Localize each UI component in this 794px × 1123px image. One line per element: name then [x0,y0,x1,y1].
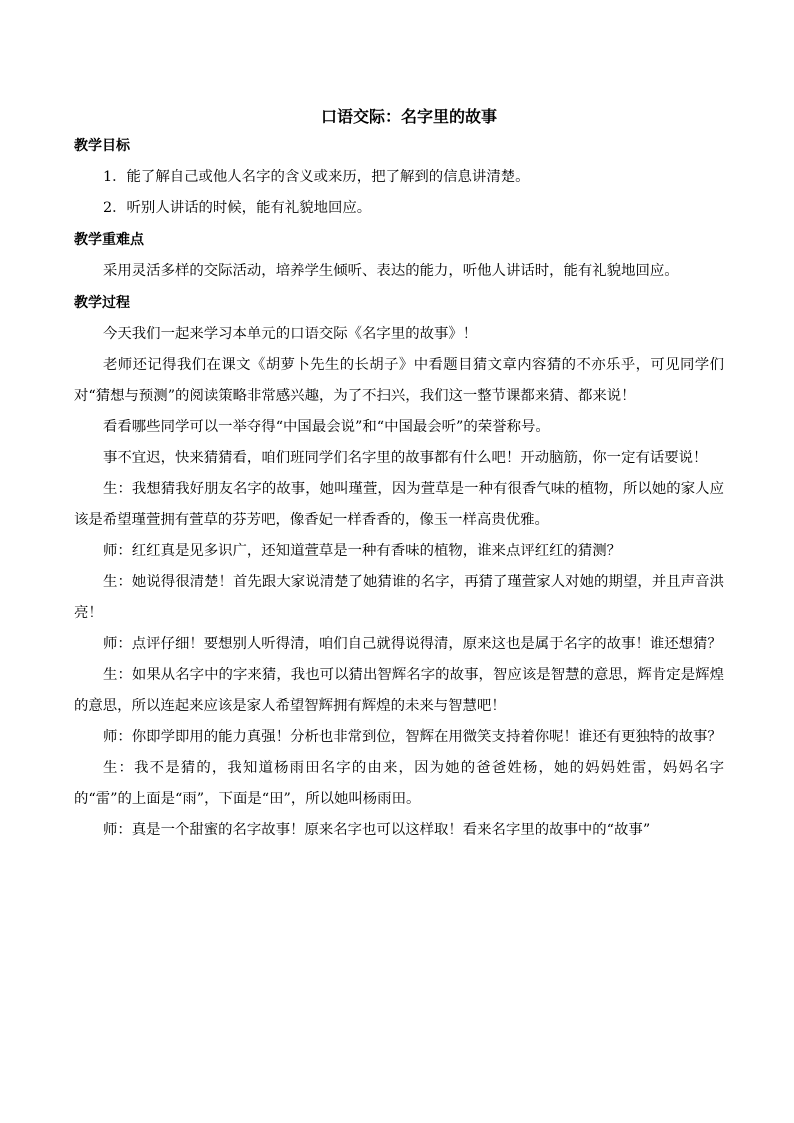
process-paragraph: 师：真是一个甜蜜的名字故事！原来名字也可以这样取！看来名字里的故事中的“故事” [103,822,651,838]
process-paragraph: 老师还记得我们在课文《胡萝卜先生的长胡子》中看题目猜文章内容猜的不亦乐乎，可见同学们对“猜想与预测”的阅读策略非常感兴趣，为了不扫兴，我们这一整节课都来猜、都来说！ [74,357,724,404]
section-heading-key-points: 教学重难点 [74,232,144,248]
key-points-paragraph: 采用灵活多样的交际活动，培养学生倾听、表达的能力，听他人讲话时，能有礼貌地回应。 [103,263,679,279]
document-body [74,104,724,846]
section-heading-process: 教学过程 [74,295,130,311]
process-paragraph: 师：红红真是见多识广，还知道萱草是一种有香味的植物，谁来点评红红的猜测？ [103,543,622,559]
process-paragraph: 生：如果从名字中的字来猜，我也可以猜出智辉名字的故事，智应该是智慧的意思，辉肯定是辉煌的意思，所以连起来应该是家人希望智辉拥有辉煌的未来与智慧吧！ [74,667,724,714]
process-paragraph: 生：我不是猜的，我知道杨雨田名字的由来，因为她的爸爸姓杨，她的妈妈姓雷，妈妈名字的“雷”的上面是“雨”，下面是“田”，所以她叫杨雨田。 [74,760,724,807]
process-paragraph: 事不宜迟，快来猜猜看，咱们班同学们名字里的故事都有什么吧！开动脑筋，你一定有话要说！ [103,450,708,466]
section-heading-goals: 教学目标 [74,138,130,154]
process-paragraph: 生：我想猜我好朋友名字的故事，她叫瑾萱，因为萱草是一种有很香气味的植物，所以她的家人应该是希望瑾萱拥有萱草的芬芳吧，像香妃一样香香的，像玉一样高贵优雅。 [74,481,724,528]
process-paragraph: 师：点评仔细！要想别人听得清，咱们自己就得说得清，原来这也是属于名字的故事！谁还想猜？ [103,636,722,652]
process-paragraph: 师：你即学即用的能力真强！分析也非常到位，智辉在用微笑支持着你呢！谁还有更独特的故事？ [103,729,722,745]
document-title: 口语交际：名字里的故事 [320,107,497,126]
goal-item: 1．能了解自己或他人名字的含义或来历，把了解到的信息讲清楚。 [103,169,530,185]
process-paragraph: 生：她说得很清楚！首先跟大家说清楚了她猜谁的名字，再猜了瑾萱家人对她的期望，并且声音洪亮！ [74,574,724,621]
process-paragraph: 今天我们一起来学习本单元的口语交际《名字里的故事》！ [103,326,478,342]
process-paragraph: 看看哪些同学可以一举夺得“中国最会说”和“中国最会听”的荣誉称号。 [103,419,550,435]
goal-item: 2．听别人讲话的时候，能有礼貌地回应。 [103,200,372,216]
